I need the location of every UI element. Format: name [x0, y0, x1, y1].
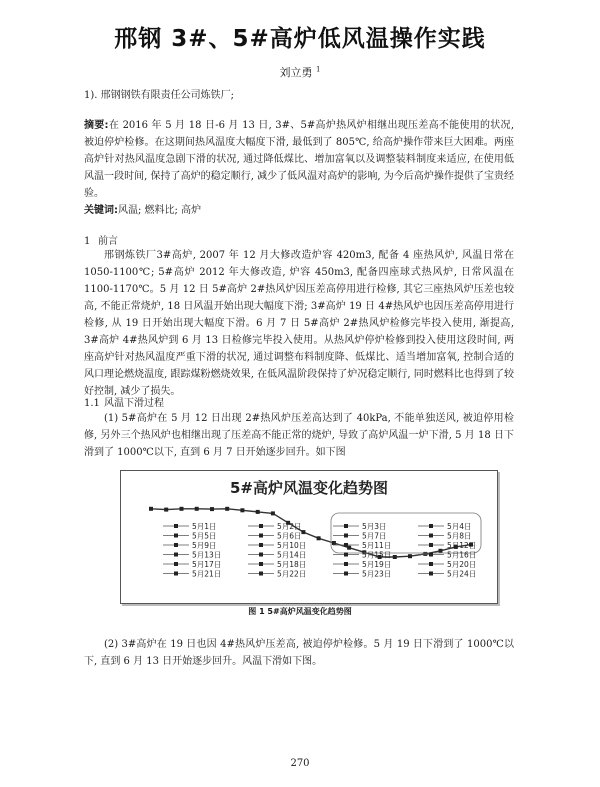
legend-label: 5月23日: [362, 569, 392, 579]
data-point: [164, 508, 168, 512]
legend-marker: [429, 524, 433, 528]
affiliation: 1). 邢钢钢铁有限责任公司炼铁厂;: [84, 90, 234, 101]
legend-label: 5月12日: [447, 541, 477, 550]
legend-label: 5月15日: [362, 550, 392, 560]
figure-caption: 图 1 5#高炉风温变化趋势图: [248, 607, 352, 616]
legend-label: 5月10日: [277, 541, 307, 550]
legend-marker: [429, 572, 433, 576]
legend-label: 5月20日: [447, 560, 477, 569]
section-number: 1.1: [84, 398, 100, 409]
chart-title: 5#高炉风温变化趋势图: [229, 479, 389, 497]
legend-marker: [344, 553, 348, 557]
data-point: [423, 552, 427, 556]
abstract: [84, 117, 514, 202]
abstract-label: 摘要:: [84, 120, 109, 131]
author: [0, 64, 600, 80]
data-point: [271, 511, 275, 515]
data-point: [195, 507, 199, 511]
data-point: [317, 536, 321, 540]
data-point: [439, 549, 443, 553]
legend-label: 5月21日: [192, 569, 222, 579]
author-name: 刘立勇: [279, 66, 313, 79]
legend-marker: [429, 534, 433, 538]
legend-label: 5月8日: [447, 531, 472, 541]
legend-marker: [174, 534, 178, 538]
author-superscript: 1: [316, 65, 321, 74]
page-number: 270: [290, 758, 310, 769]
legend-label: 5月5日: [192, 531, 217, 541]
legend-marker: [174, 553, 178, 557]
legend-label: 5月2日: [277, 522, 302, 531]
legend-marker: [429, 553, 433, 557]
data-point: [225, 507, 229, 511]
data-point: [256, 510, 260, 514]
keywords-text: 风温; 燃料比; 高炉: [118, 205, 202, 216]
legend-label: 5月1日: [192, 522, 217, 531]
data-point: [149, 507, 153, 511]
legend-label: 5月6日: [277, 531, 302, 541]
legend-marker: [259, 572, 263, 576]
legend-label: 5月22日: [277, 569, 307, 579]
data-point: [408, 554, 412, 558]
legend-label: 5月13日: [192, 550, 222, 560]
data-point: [393, 555, 397, 559]
keywords-label: 关键词:: [84, 205, 118, 216]
section-number: 1: [84, 236, 91, 247]
data-point: [210, 507, 214, 511]
abstract-text: 在 2016 年 5 月 18 日-6 月 13 日, 3#、5#高炉热风炉相继出现压差高不能使用的状况, 被迫停炉检修。在这期间热风温度大幅度下滑, 最低到了 805℃, 给高炉操作带来巨大困难。两座高炉针对热风温度急剧下滑的状况, 通过降低煤比、增加富氧以及调整装料制度来适应, 在使用低风温一段时间, 保持了高炉的稳定顺行, 减少了低风温对高炉的影响, 为今后高炉操作提供了宝贵经验。: [84, 120, 514, 199]
line-chart: [121, 471, 497, 603]
legend-marker: [344, 534, 348, 538]
intro-paragraph: 邢钢炼铁厂3#高炉, 2007 年 12 月大修改造炉容 420m3, 配备 4 座热风炉, 风温日常在 1050-1100℃; 5#高炉 2012 年大修改造, 炉容 450m3, 配备四座球式热风炉, 日常风温在 1100-1170℃。5 月 12 日 5#高炉 2#热风炉因压差高停用进行检修, 其它三座热风炉压差也较高, 不能正常烧炉, 18 日风温开始出现大幅度下滑; 3#高炉 19 日 4#热风炉也因压差高停用进行检修, 从 19 日开始出现大幅度下滑。6 月 7 日 5#高炉 2#热风炉检修完毕投入使用, 渐提高, 3#高炉 4#热风炉到 6 月 13 日检修完毕投入使用。从热风炉停炉检修到投入使用这段时间, 两座高炉针对热风温度严重下滑的状况, 通过调整布料制度降、低煤比、适当增加富氧, 控制合适的风口理论燃烧温度, 跟踪煤粉燃烧效果, 在低风温阶段保持了炉况稳定顺行, 同时燃料比也得到了较好控制, 减少了损失。: [84, 250, 514, 397]
section-heading-1-1: [84, 394, 164, 409]
legend-label: 5月14日: [277, 550, 307, 560]
legend-marker: [259, 524, 263, 528]
section-heading-1: [84, 232, 118, 247]
legend-marker: [429, 562, 433, 566]
legend-label: 5月7日: [362, 531, 387, 541]
section-title: 风温下滑过程: [104, 398, 164, 409]
body-paragraph-2: (2) 3#高炉在 19 日也因 4#热风炉压差高, 被迫停炉检修。5 月 19 日下滑到了 1000℃以下, 直到 6 月 13 日开始逐步回升。风温下滑如下图。: [84, 639, 514, 667]
legend-label: 5月18日: [277, 560, 307, 569]
legend-marker: [429, 543, 433, 547]
legend-marker: [344, 543, 348, 547]
legend-label: 5月17日: [192, 560, 222, 569]
keywords: [84, 202, 514, 219]
legend-label: 5月11日: [362, 541, 392, 550]
legend-label: 5月24日: [447, 569, 477, 579]
legend-label: 5月3日: [362, 522, 387, 531]
legend-marker: [344, 562, 348, 566]
legend-marker: [344, 524, 348, 528]
legend-marker: [259, 562, 263, 566]
legend-marker: [259, 543, 263, 547]
legend-marker: [344, 572, 348, 576]
legend-label: 5月4日: [447, 522, 472, 531]
data-point: [240, 508, 244, 512]
legend-marker: [174, 562, 178, 566]
legend-marker: [174, 524, 178, 528]
legend-label: 5月19日: [362, 560, 392, 569]
data-point: [301, 530, 305, 534]
chart-figure: [120, 470, 498, 604]
data-point: [180, 507, 184, 511]
legend-marker: [259, 534, 263, 538]
legend-label: 5月9日: [192, 541, 217, 550]
section-title: 前言: [98, 236, 118, 247]
data-point: [332, 541, 336, 545]
body-paragraph-1: (1) 5#高炉在 5 月 12 日出现 2#热风炉压差高达到了 40kPa, 不能单独送风, 被迫停用检修, 另外三个热风炉也相继出现了压差高不能正常的烧炉, 导致了高炉风温一炉下滑, 5 月 18 日下滑到了 1000℃以下, 直到 6 月 7 日开始逐步回升。如下图: [84, 413, 514, 458]
legend-marker: [174, 543, 178, 547]
legend-marker: [174, 572, 178, 576]
legend-marker: [259, 553, 263, 557]
legend-label: 5月16日: [447, 550, 477, 560]
paper-title: 邢钢 3#、5#高炉低风温操作实践: [114, 26, 486, 52]
